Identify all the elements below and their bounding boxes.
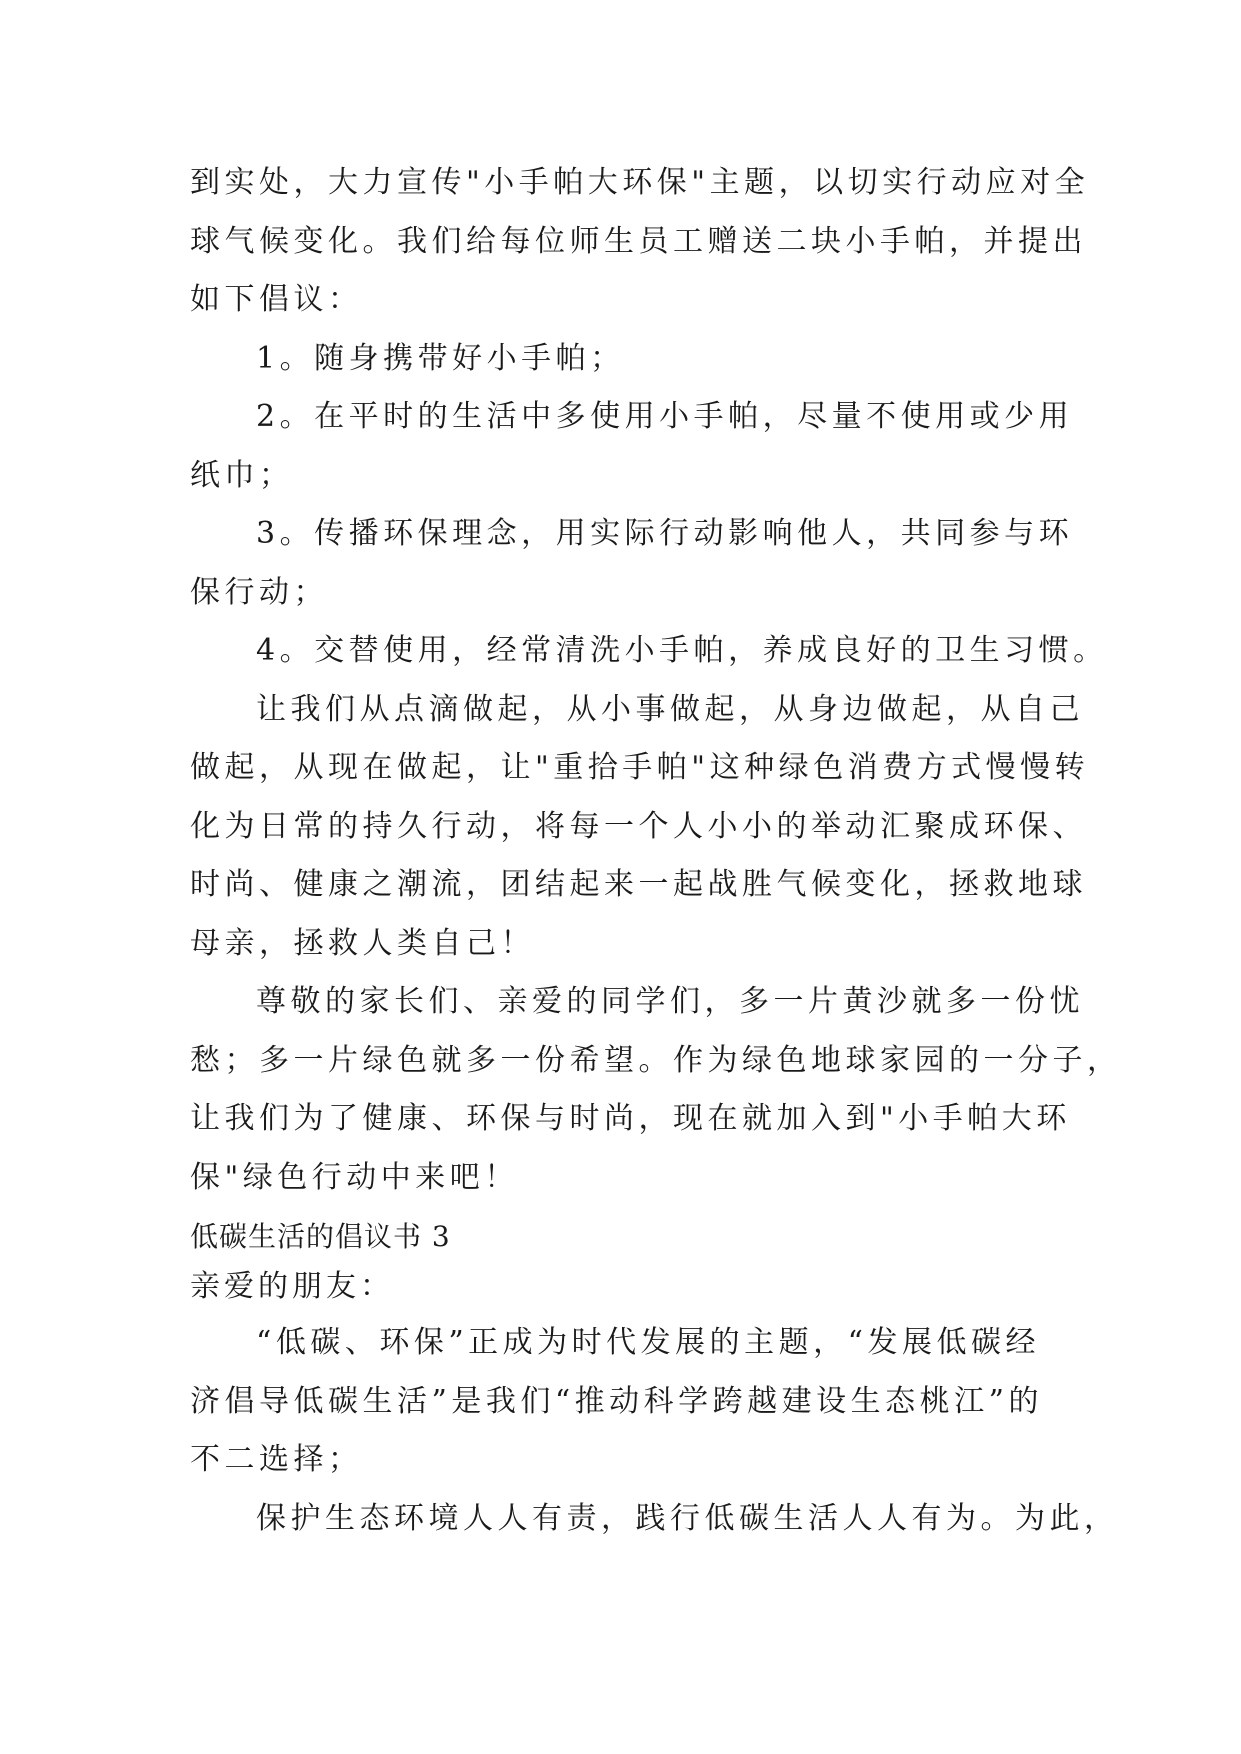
section-1 [190, 154, 1122, 1207]
body-line: “低碳、环保”正成为时代发展的主题，“发展低碳经 [256, 1325, 1041, 1360]
body-line: 球气候变化。我们给每位师生员工赠送二块小手帕，并提出 [190, 223, 1087, 259]
body-line: 尊敬的家长们、亲爱的同学们，多一片黄沙就多一份忧 [256, 984, 1084, 1019]
salutation-block [190, 1264, 1070, 1309]
body-line: 济倡导低碳生活”是我们“推动科学跨越建设生态桃江”的 [190, 1383, 1044, 1419]
list-item-2: 2。在平时的生活中多使用小手帕，尽量不使用或少用 [256, 399, 1074, 434]
salutation: 亲爱的朋友： [190, 1269, 394, 1304]
body-line: 母亲，拯救人类自己！ [190, 925, 535, 961]
body-line: 保护生态环境人人有责，践行低碳生活人人有为。为此， [256, 1500, 1119, 1536]
body-line: 时尚、健康之潮流，团结起来一起战胜气候变化，拯救地球 [190, 867, 1087, 902]
body-line: 不二选择； [190, 1442, 363, 1477]
body-line: 保行动； [190, 574, 328, 610]
body-line: 做起，从现在做起，让"重拾手帕"这种绿色消费方式慢慢转 [190, 750, 1090, 785]
section-heading: 低碳生活的倡议书 3 [190, 1220, 451, 1253]
list-item-1: 1。随身携带好小手帕； [256, 340, 625, 376]
body-line: 让我们从点滴做起，从小事做起，从身边做起，从自己 [256, 691, 1084, 727]
list-item-3: 3。传播环保理念，用实际行动影响他人，共同参与环 [256, 516, 1074, 551]
body-line: 纸巾； [190, 457, 294, 493]
section-heading-block [190, 1214, 1070, 1259]
body-line: 如下倡议： [190, 282, 363, 317]
body-line: 让我们为了健康、环保与时尚，现在就加入到"小手帕大环 [190, 1101, 1071, 1136]
body-line: 到实处，大力宣传"小手帕大环保"主题，以切实行动应对全 [190, 165, 1090, 200]
list-item-4: 4。交替使用，经常清洗小手帕，养成良好的卫生习惯。 [256, 633, 1108, 668]
section-2 [190, 1314, 1119, 1548]
body-line: 愁；多一片绿色就多一份希望。作为绿色地球家园的一分子， [190, 1042, 1122, 1078]
body-line: 化为日常的持久行动，将每一个人小小的举动汇聚成环保、 [190, 808, 1087, 844]
body-line: 保"绿色行动中来吧！ [190, 1159, 519, 1195]
